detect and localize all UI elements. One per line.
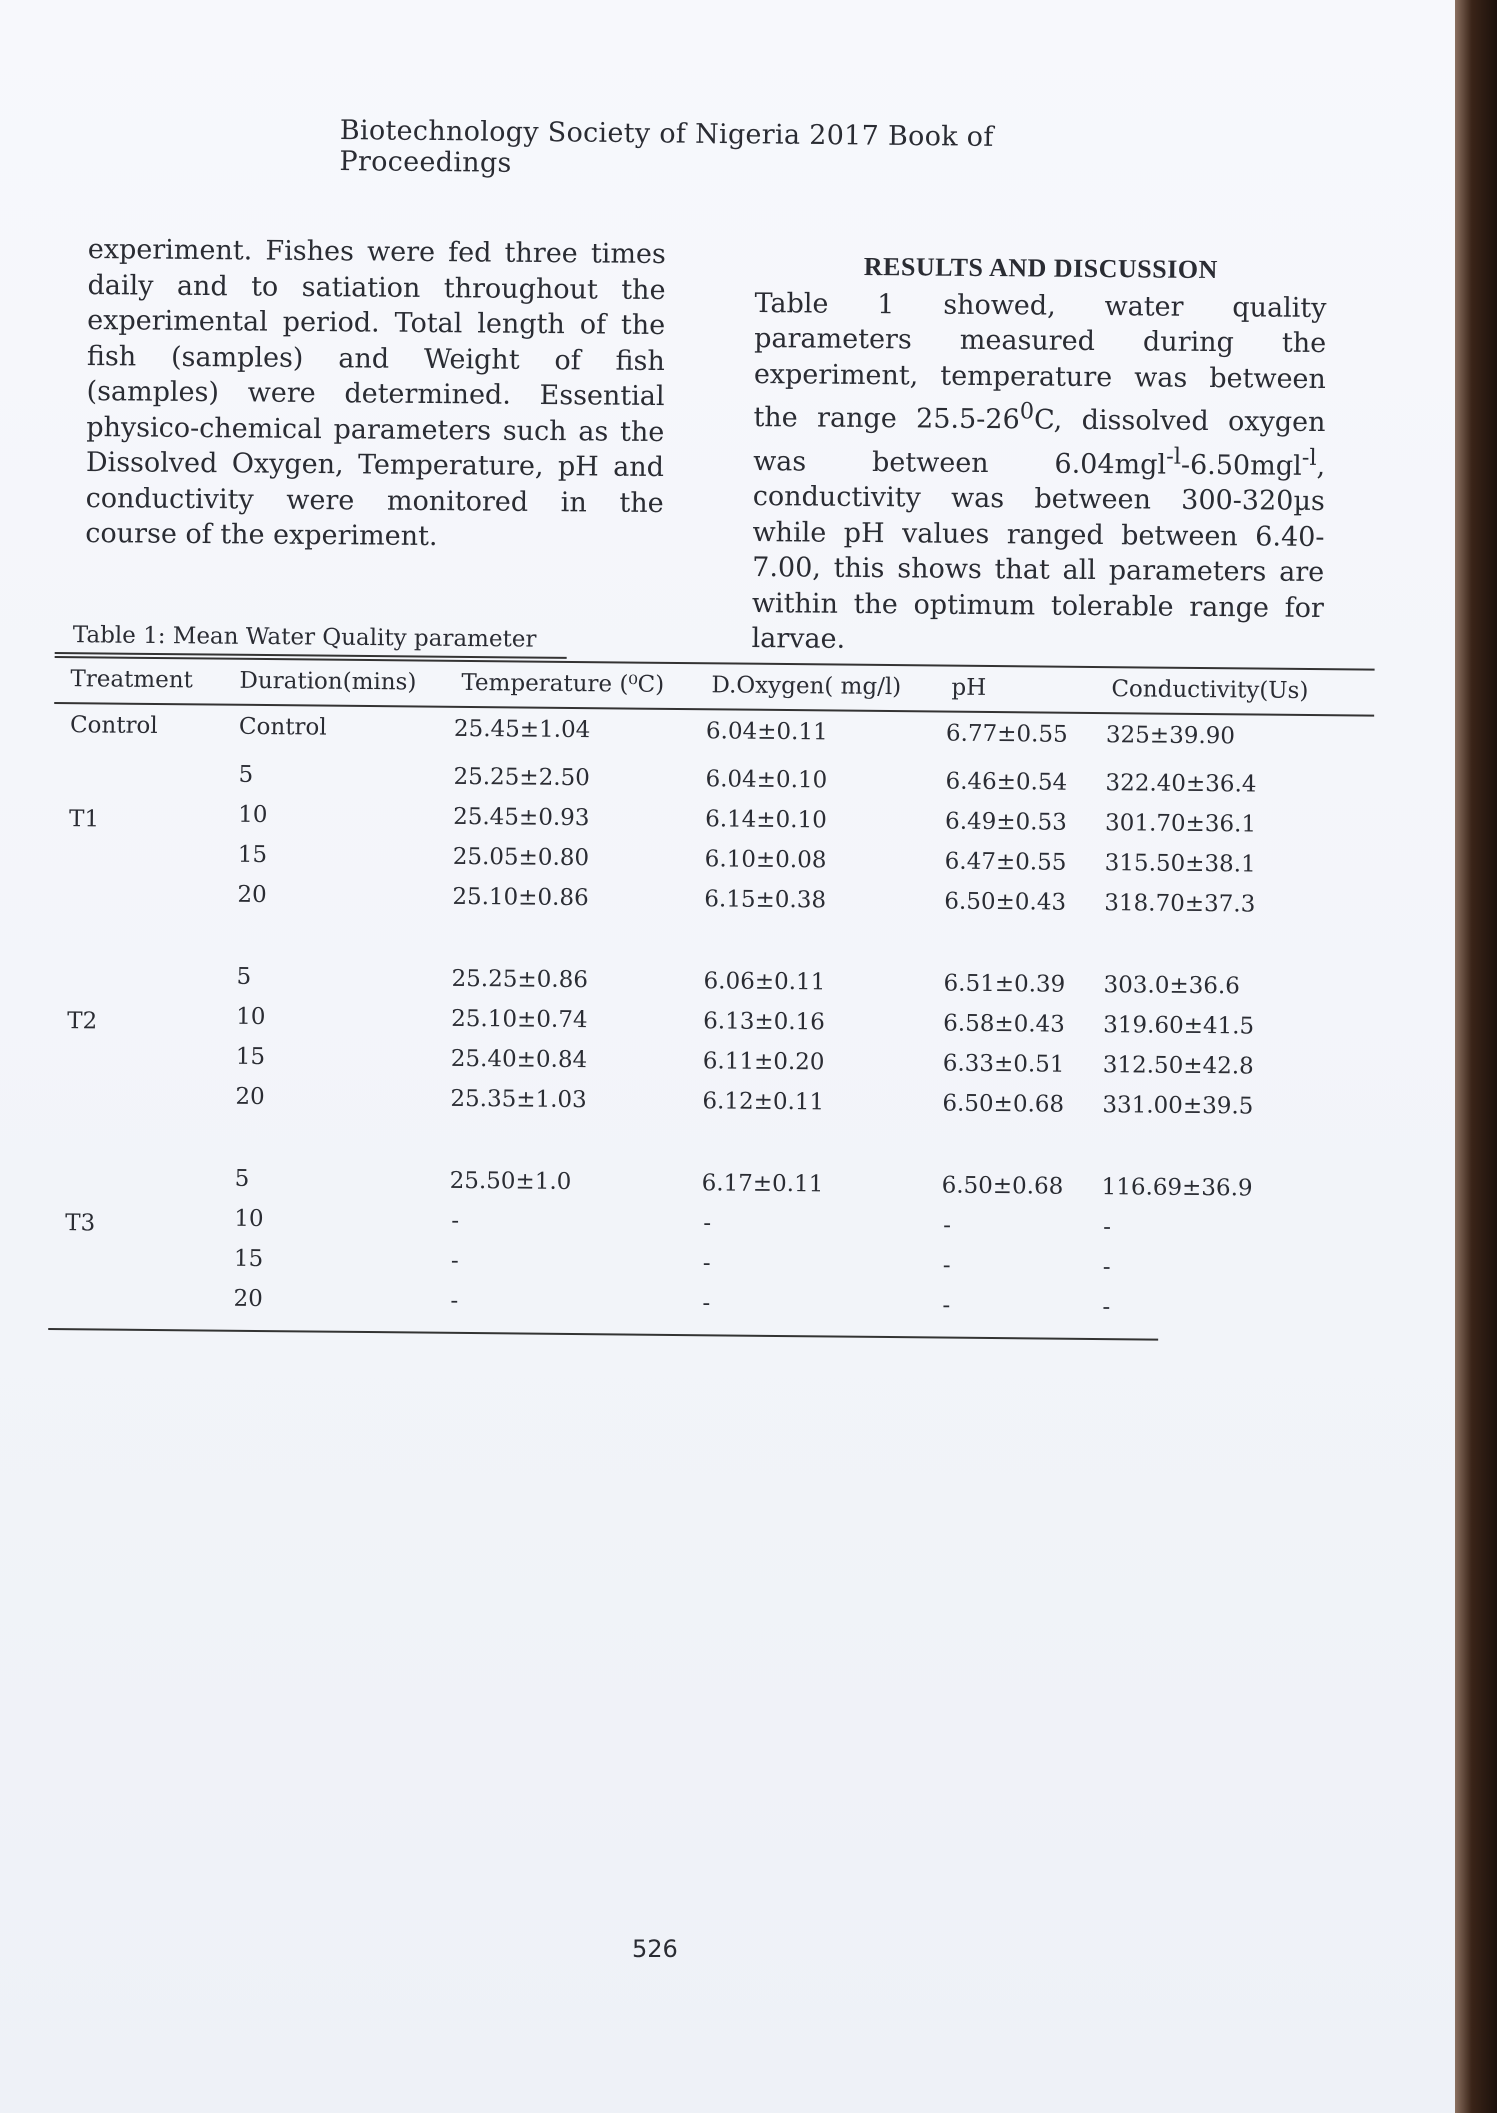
- cell-oxygen: 6.10±0.08: [704, 846, 827, 874]
- cell-oxygen: 6.04±0.10: [705, 766, 828, 794]
- cell-oxygen: 6.15±0.38: [704, 886, 827, 914]
- cell-oxygen: -: [702, 1290, 711, 1317]
- treatment-group-t1: [52, 758, 1373, 931]
- cell-conductivity: 331.00±39.5: [1102, 1092, 1254, 1120]
- header-temperature: Temperature (⁰C): [461, 669, 665, 698]
- cell-oxygen: 6.12±0.11: [702, 1088, 825, 1116]
- cell-conductivity: 318.70±37.3: [1104, 890, 1256, 918]
- cell-ph: -: [942, 1292, 951, 1319]
- cell-ph: 6.47±0.55: [944, 848, 1067, 876]
- left-paragraph: experiment. Fishes were fed three times daily and to satiation throughout the experimental period. Total length of the fish (samples) and Weight of fish (samples) were determined. Essential physico-chemical parameters such as the Dissolved Oxygen, Temperature, pH and conductivity were monitored in the course of the experiment.: [85, 233, 666, 553]
- cell-temperature: -: [450, 1287, 459, 1314]
- cell-temperature: 25.05±0.80: [452, 843, 590, 872]
- cell-conductivity: -: [1103, 1214, 1112, 1241]
- cell-conductivity: -: [1102, 1254, 1111, 1281]
- cell-temperature: 25.50±1.0: [449, 1167, 572, 1195]
- treatment-group-t3: [48, 1162, 1369, 1335]
- header-ph: pH: [951, 674, 987, 701]
- cell-conductivity: 312.50±42.8: [1102, 1052, 1254, 1080]
- treatment-group-t2: [50, 960, 1371, 1133]
- cell-ph: 6.51±0.39: [943, 970, 1066, 998]
- table-caption: Table 1: Mean Water Quality parameter: [55, 622, 537, 653]
- cell-duration: 20: [235, 1083, 265, 1111]
- cell-oxygen: 6.06±0.11: [703, 968, 826, 996]
- header-duration: Duration(mins): [239, 667, 417, 696]
- cell-conductivity: 315.50±38.1: [1104, 850, 1256, 878]
- left-column: [85, 232, 666, 557]
- cell-duration: 5: [236, 963, 252, 990]
- cell-oxygen: 6.13±0.16: [703, 1008, 826, 1036]
- cell-temperature: 25.45±1.04: [453, 715, 591, 744]
- cell-oxygen: 6.11±0.20: [702, 1048, 825, 1076]
- cell-ph: 6.46±0.54: [945, 768, 1068, 796]
- page-number: 526: [632, 1935, 678, 1963]
- cell-temperature: 25.10±0.74: [451, 1005, 588, 1034]
- treatment-group-control: [54, 710, 1374, 763]
- water-quality-table: [48, 622, 1375, 1343]
- cell-oxygen: 6.17±0.11: [701, 1170, 824, 1198]
- cell-ph: 6.50±0.68: [941, 1172, 1064, 1200]
- cell-ph: -: [942, 1252, 951, 1279]
- cell-ph: 6.49±0.53: [945, 808, 1067, 836]
- cell-duration: Control: [238, 713, 327, 741]
- treatment-label: Control: [69, 712, 158, 739]
- cell-duration: 15: [233, 1245, 264, 1273]
- cell-oxygen: -: [702, 1250, 711, 1277]
- cell-temperature: 25.25±2.50: [453, 763, 590, 792]
- cell-ph: 6.58±0.43: [943, 1010, 1066, 1038]
- table-row: [54, 710, 1374, 763]
- treatment-label: T1: [68, 806, 100, 833]
- header-oxygen: D.Oxygen( mg/l): [711, 672, 902, 701]
- cell-oxygen: 6.04±0.11: [705, 718, 828, 746]
- cell-duration: 15: [235, 1043, 266, 1071]
- right-paragraph: Table 1 showed, water quality parameters measured during the experiment, temperature was between the range $25.5-26^0C$, dissolved oxygen was between 6.04mgl$^{-l}$-6.50mgl$^{-l}$, conductivity was between 300-320µs while pH values ranged between 6.40- 7.00, this shows that all parameters are within the optimum tolerable range for larvae.: [751, 287, 1327, 655]
- cell-duration: 15: [237, 841, 268, 869]
- right-column: [751, 248, 1327, 661]
- cell-ph: 6.33±0.51: [942, 1050, 1065, 1078]
- cell-duration: 10: [234, 1205, 264, 1233]
- treatment-label: T2: [67, 1008, 98, 1035]
- cell-conductivity: 116.69±36.9: [1101, 1174, 1253, 1202]
- cell-conductivity: 325±39.90: [1105, 722, 1236, 750]
- cell-duration: 20: [237, 881, 267, 909]
- cell-temperature: 25.25±0.86: [451, 965, 589, 994]
- cell-oxygen: 6.14±0.10: [705, 806, 827, 834]
- cell-conductivity: -: [1102, 1294, 1111, 1321]
- section-heading: RESULTS AND DISCUSSION: [863, 251, 1218, 285]
- cell-duration: 20: [233, 1285, 263, 1313]
- table-body: [48, 710, 1374, 1335]
- cell-duration: 10: [236, 1003, 266, 1031]
- cell-duration: 10: [238, 801, 268, 829]
- cell-oxygen: -: [703, 1210, 712, 1237]
- cell-conductivity: 303.0±36.6: [1103, 972, 1241, 1000]
- page-edge-shadow: [1455, 0, 1497, 2113]
- cell-temperature: 25.40±0.84: [450, 1045, 588, 1074]
- cell-ph: 6.77±0.55: [945, 720, 1068, 748]
- cell-temperature: 25.35±1.03: [450, 1085, 587, 1114]
- page-header: Biotechnology Society of Nigeria 2017 Book of Proceedings: [339, 115, 994, 179]
- cell-temperature: -: [451, 1207, 460, 1234]
- treatment-label: T3: [65, 1210, 96, 1237]
- cell-ph: -: [943, 1212, 952, 1239]
- cell-conductivity: 322.40±36.4: [1105, 770, 1257, 798]
- header-conductivity: Conductivity(Us): [1111, 676, 1309, 705]
- cell-duration: 5: [238, 761, 254, 788]
- cell-conductivity: 319.60±41.5: [1103, 1012, 1255, 1040]
- cell-temperature: 25.45±0.93: [453, 803, 590, 832]
- cell-temperature: -: [450, 1247, 459, 1274]
- cell-conductivity: 301.70±36.1: [1104, 810, 1257, 838]
- header-treatment: Treatment: [70, 666, 193, 694]
- cell-temperature: 25.10±0.86: [452, 883, 589, 912]
- cell-duration: 5: [234, 1165, 250, 1192]
- cell-ph: 6.50±0.43: [944, 888, 1067, 916]
- cell-ph: 6.50±0.68: [942, 1090, 1065, 1118]
